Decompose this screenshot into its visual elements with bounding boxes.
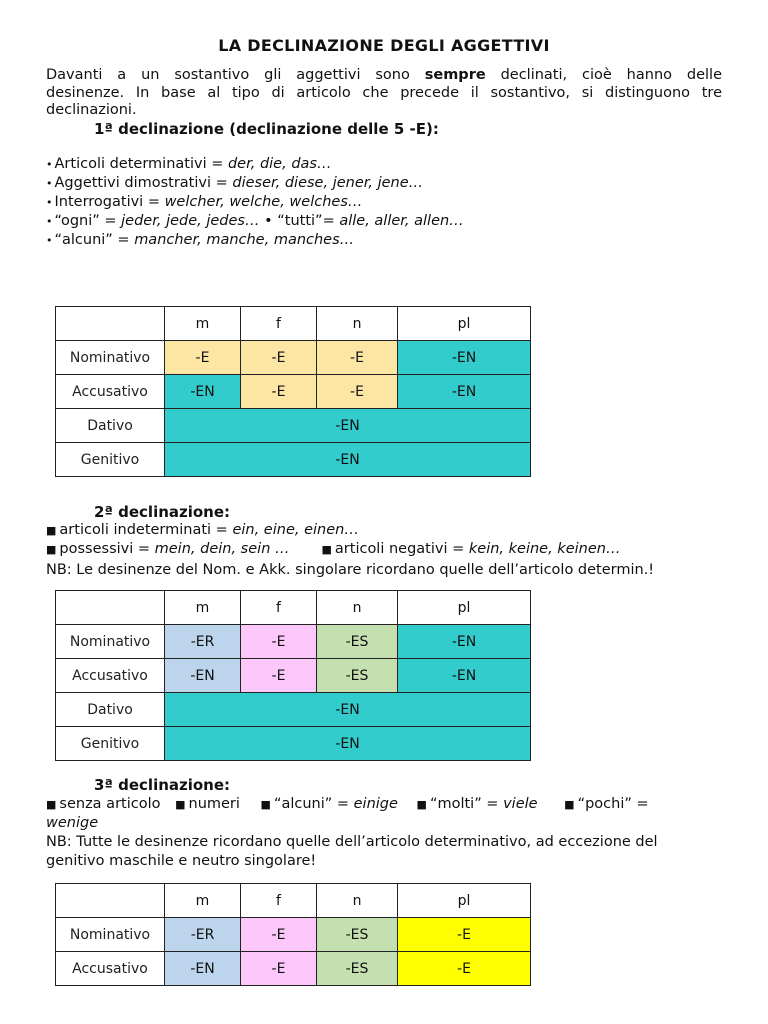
case-label: Accusativo	[56, 659, 165, 693]
header-n: n	[317, 307, 398, 341]
intro-paragraph	[46, 67, 722, 120]
ending-cell: -E	[241, 375, 317, 409]
section-heading-1: 1ª declinazione (declinazione delle 5 -E):	[94, 120, 439, 138]
bullet-label: “alcuni” =	[54, 232, 135, 248]
bullet-forms: ein, eine, einen…	[232, 522, 359, 538]
square-bullet-icon: ■	[416, 798, 427, 811]
table-row	[56, 693, 531, 727]
note-line: genitivo maschile e neutro singolare!	[46, 853, 317, 869]
ending-cell: -EN	[165, 375, 241, 409]
ending-cell: -ES	[317, 659, 398, 693]
bullet-forms: mancher, manche, manches…	[134, 232, 355, 248]
bullet-list-1	[46, 155, 464, 250]
case-label: Accusativo	[56, 952, 165, 986]
square-bullet-icon: ■	[321, 543, 332, 556]
bullet-label: “pochi” =	[577, 796, 649, 812]
bullet-icon: •	[46, 196, 53, 209]
bullet-forms: mein, dein, sein …	[154, 541, 290, 557]
table-header-row	[56, 307, 531, 341]
list-item	[46, 193, 464, 212]
ending-cell: -ER	[165, 918, 241, 952]
bullet-label: “alcuni” =	[273, 796, 354, 812]
case-label: Genitivo	[56, 443, 165, 477]
list-item	[46, 212, 464, 231]
table-corner-cell	[56, 591, 165, 625]
header-f: f	[241, 884, 317, 918]
header-m: m	[165, 307, 241, 341]
square-bullet-icon: ■	[260, 798, 271, 811]
intro-text: declinati, cioè hanno delle	[485, 67, 722, 83]
bullet-label: Interrogativi =	[54, 194, 165, 210]
square-bullet-icon: ■	[175, 798, 186, 811]
ending-cell: -E	[398, 918, 531, 952]
square-bullet-icon: ■	[46, 798, 57, 811]
declension-table-2	[55, 590, 531, 761]
ending-cell: -E	[165, 341, 241, 375]
bullet-forms: welcher, welche, welches…	[164, 194, 363, 210]
declension-table-3	[55, 883, 531, 986]
intro-line-3: declinazioni.	[46, 102, 137, 118]
header-m: m	[165, 591, 241, 625]
bullet-forms: jeder, jede, jedes…	[121, 213, 260, 229]
table-row	[56, 659, 531, 693]
header-n: n	[317, 884, 398, 918]
table-corner-cell	[56, 307, 165, 341]
case-label: Accusativo	[56, 375, 165, 409]
ending-cell: -EN	[165, 952, 241, 986]
bullet-label: Aggettivi dimostrativi =	[54, 175, 233, 191]
ending-cell: -EN	[398, 659, 531, 693]
note-line: NB: Tutte le desinenze ricordano quelle dell’articolo determinativo, ad eccezione del	[46, 834, 658, 850]
bullet-label: senza articolo	[59, 796, 161, 812]
ending-cell-merged: -EN	[165, 727, 531, 761]
intro-bold-word: sempre	[424, 67, 486, 83]
section-heading-2: 2ª declinazione:	[94, 503, 231, 521]
bullet-list-2	[46, 521, 620, 559]
case-label: Dativo	[56, 693, 165, 727]
table-row	[56, 625, 531, 659]
bullet-icon: •	[46, 234, 53, 247]
header-m: m	[165, 884, 241, 918]
list-item	[46, 521, 620, 540]
ending-cell: -ES	[317, 952, 398, 986]
table-row	[56, 918, 531, 952]
bullet-label: articoli indeterminati =	[59, 522, 233, 538]
ending-cell: -E	[241, 625, 317, 659]
bullet-label: possessivi =	[59, 541, 155, 557]
list-item	[46, 231, 464, 250]
case-label: Genitivo	[56, 727, 165, 761]
header-pl: pl	[398, 307, 531, 341]
case-label: Nominativo	[56, 918, 165, 952]
intro-line-1	[46, 67, 722, 85]
ending-cell: -EN	[398, 341, 531, 375]
bullet-label: “molti” =	[429, 796, 504, 812]
bullet-icon: •	[46, 158, 53, 171]
bullet-forms: alle, aller, allen…	[339, 213, 464, 229]
case-label: Nominativo	[56, 341, 165, 375]
header-pl: pl	[398, 884, 531, 918]
case-label: Dativo	[56, 409, 165, 443]
table-row	[56, 443, 531, 477]
header-f: f	[241, 591, 317, 625]
bullet-forms: dieser, diese, jener, jene…	[232, 175, 424, 191]
ending-cell: -EN	[398, 625, 531, 659]
header-pl: pl	[398, 591, 531, 625]
bullet-icon: •	[46, 177, 53, 190]
table-row	[56, 375, 531, 409]
intro-line-2: desinenze. In base al tipo di articolo che precede il sostantivo, si distinguono tre	[46, 84, 722, 101]
square-bullet-icon: ■	[46, 524, 57, 537]
table-header-row	[56, 884, 531, 918]
section-heading-3: 3ª declinazione:	[94, 776, 231, 794]
table-row	[56, 952, 531, 986]
table-row	[56, 727, 531, 761]
bullet-label: articoli negativi =	[334, 541, 469, 557]
list-item	[46, 540, 620, 559]
intro-text: Davanti a un sostantivo gli aggettivi sono	[46, 67, 425, 83]
ending-cell: -E	[241, 952, 317, 986]
ending-cell: -ES	[317, 625, 398, 659]
note-3	[46, 833, 722, 871]
ending-cell: -EN	[165, 659, 241, 693]
bullet-list-3	[46, 795, 649, 833]
bullet-forms: wenige	[46, 815, 99, 831]
bullet-forms: einige	[353, 796, 398, 812]
bullet-label: • “tutti”=	[259, 213, 340, 229]
ending-cell: -ER	[165, 625, 241, 659]
bullet-icon: •	[46, 215, 53, 228]
ending-cell: -E	[317, 375, 398, 409]
declension-table-1	[55, 306, 531, 477]
bullet-label: Articoli determinativi =	[54, 156, 228, 172]
table-row	[56, 409, 531, 443]
bullet-forms: der, die, das…	[227, 156, 332, 172]
page-title: LA DECLINAZIONE DEGLI AGGETTIVI	[218, 36, 550, 55]
note-2: NB: Le desinenze del Nom. e Akk. singolare ricordano quelle dell’articolo determin.!	[46, 562, 655, 578]
list-item-row	[46, 795, 649, 814]
list-item-continuation	[46, 814, 649, 833]
table-row	[56, 341, 531, 375]
case-label: Nominativo	[56, 625, 165, 659]
list-item	[46, 155, 464, 174]
ending-cell-merged: -EN	[165, 693, 531, 727]
ending-cell: -E	[241, 659, 317, 693]
bullet-forms: kein, keine, keinen…	[468, 541, 621, 557]
ending-cell: -E	[241, 918, 317, 952]
bullet-label: “ogni” =	[54, 213, 122, 229]
table-header-row	[56, 591, 531, 625]
ending-cell: -EN	[398, 375, 531, 409]
bullet-forms: viele	[503, 796, 538, 812]
ending-cell: -E	[241, 341, 317, 375]
list-item	[46, 174, 464, 193]
ending-cell: -E	[317, 341, 398, 375]
bullet-label: numeri	[188, 796, 240, 812]
square-bullet-icon: ■	[564, 798, 575, 811]
header-f: f	[241, 307, 317, 341]
table-corner-cell	[56, 884, 165, 918]
ending-cell-merged: -EN	[165, 443, 531, 477]
header-n: n	[317, 591, 398, 625]
ending-cell-merged: -EN	[165, 409, 531, 443]
square-bullet-icon: ■	[46, 543, 57, 556]
ending-cell: -ES	[317, 918, 398, 952]
ending-cell: -E	[398, 952, 531, 986]
